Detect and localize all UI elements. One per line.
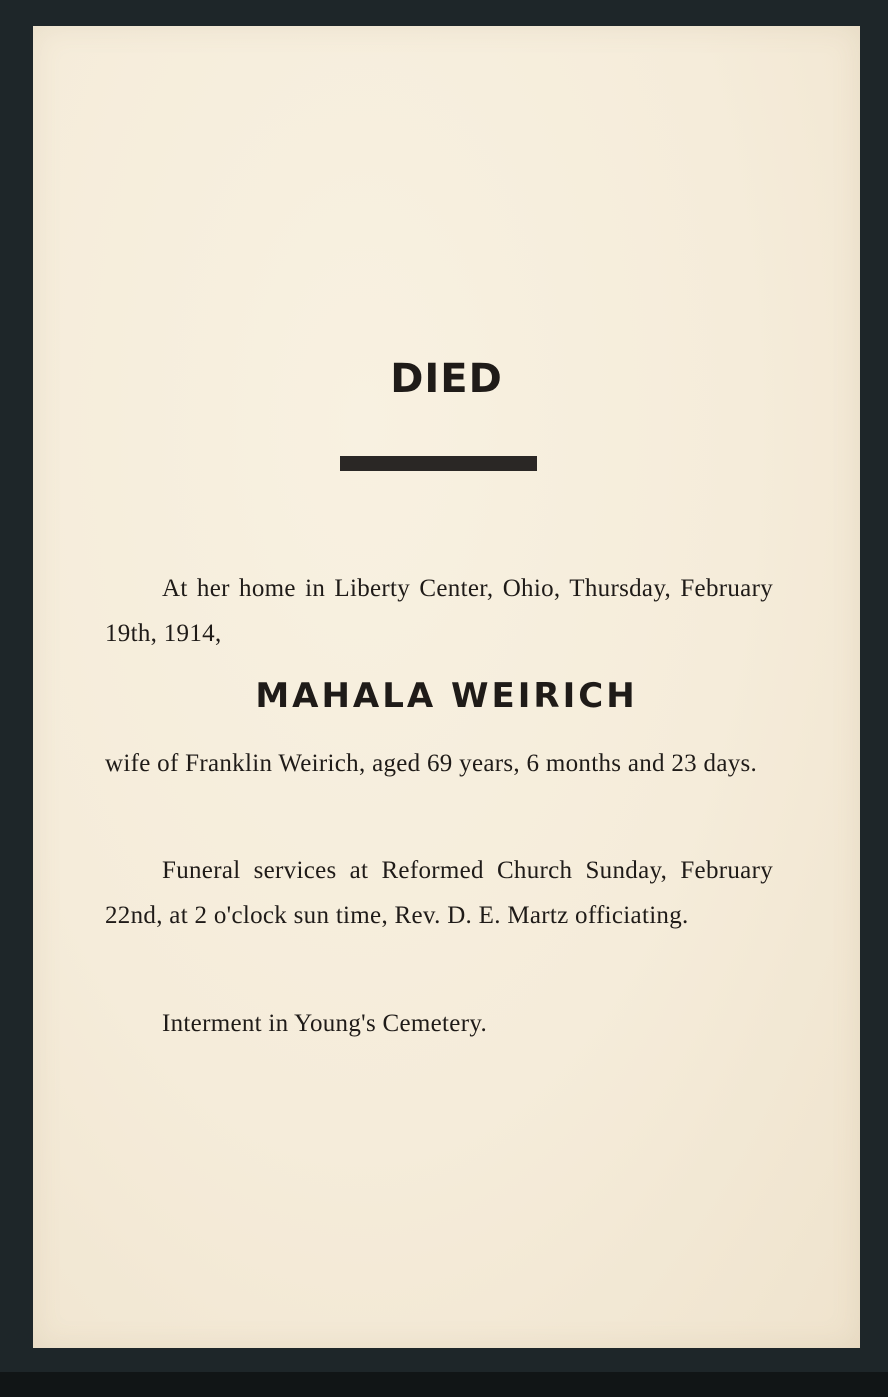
funeral-services-paragraph: Funeral services at Reformed Church Sunday, February 22nd, at 2 o'clock sun time, Rev. D. E. Martz officiating. (105, 857, 773, 929)
interment-paragraph: Interment in Young's Cemetery. (162, 1010, 488, 1037)
bottom-edge-strip (0, 1372, 888, 1397)
deceased-name: MAHALA WEIRICH (255, 676, 638, 716)
family-age-paragraph: wife of Franklin Weirich, aged 69 years, 6 months and 23 days. (105, 750, 758, 777)
death-place-date-paragraph: At her home in Liberty Center, Ohio, Thursday, February 19th, 1914, (105, 575, 773, 647)
funeral-notice-card (33, 26, 860, 1348)
notice-heading: DIED (390, 356, 503, 402)
mourning-bar (340, 456, 537, 471)
